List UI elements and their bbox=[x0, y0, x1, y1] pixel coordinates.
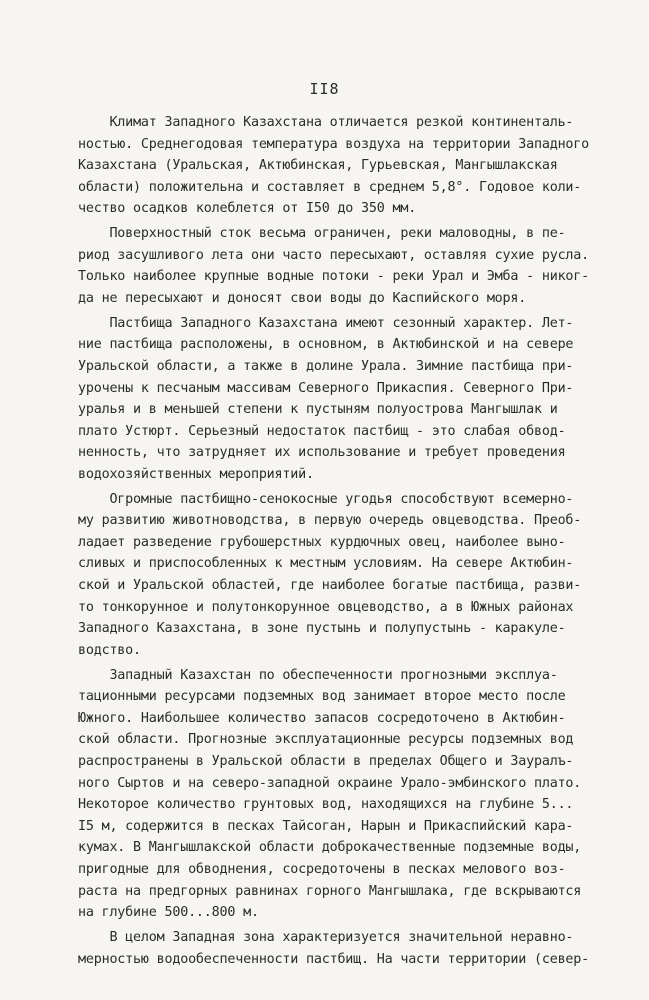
text-line: водство. bbox=[78, 642, 141, 658]
paragraph bbox=[78, 489, 623, 662]
text-line: Огромные пастбищно-сенокосные угодья способствуют всемерно- bbox=[78, 491, 574, 507]
text-line: на глубине 500...800 м. bbox=[78, 905, 259, 921]
text-line: ние пастбища расположены, в основном, в Актюбинской и на севере bbox=[78, 337, 574, 353]
text-line: водохозяйственных мероприятий. bbox=[78, 466, 314, 482]
text-line: В целом Западная зона характеризуется значительной неравно- bbox=[78, 929, 574, 945]
text-line: риод засушливого лета они часто пересыхают, оставляя сухие русла. bbox=[78, 247, 590, 263]
text-line: ладает разведение грубошерстных курдючных овец, наиболее выно- bbox=[78, 534, 566, 550]
text-line: урочены к песчаным массивам Северного Прикаспия. Северного При- bbox=[78, 380, 574, 396]
text-line: Казахстана (Уральская, Актюбинская, Гурьевская, Мангышлакская bbox=[78, 158, 558, 174]
paragraph bbox=[78, 665, 623, 924]
page-number: II8 bbox=[309, 80, 340, 98]
text-line: Западный Казахстан по обеспеченности прогнозными эксплуа- bbox=[78, 667, 558, 683]
text-line: ностью. Среднегодовая температура воздуха на территории Западного bbox=[78, 136, 590, 152]
text-line: I5 м, содержится в песках Тайсоган, Нарын и Прикаспийский кара- bbox=[78, 818, 574, 834]
text-line: уралья и в меньшей степени к пустыням полуострова Мангышлак и bbox=[78, 402, 558, 418]
text-line: кумах. В Мангышлакской области доброкачественные подземные воды, bbox=[78, 840, 582, 856]
text-line: плато Устюрт. Серьезный недостаток пастбищ - это слабая обвод- bbox=[78, 423, 566, 439]
text-line: да не пересыхают и доносят свои воды до Каспийского моря. bbox=[78, 290, 527, 306]
paragraph bbox=[78, 313, 623, 486]
text-line: области) положительна и составляет в среднем 5,8°. Годовое коли- bbox=[78, 179, 582, 195]
text-line: Климат Западного Казахстана отличается резкой континенталь- bbox=[78, 115, 574, 130]
text-line: Западного Казахстана, в зоне пустынь и полупустынь - каракуле- bbox=[78, 621, 566, 637]
text-line: сливых и приспособленных к местным условиям. На севере Актюбин- bbox=[78, 556, 574, 572]
text-line: Южного. Наибольшее количество запасов сосредоточено в Актюбин- bbox=[78, 710, 566, 726]
body-text bbox=[78, 112, 623, 970]
text-line: Пастбища Западного Казахстана имеют сезонный характер. Лет- bbox=[78, 315, 574, 331]
text-line: Уральской области, а также в долине Урала. Зимние пастбища при- bbox=[78, 358, 574, 374]
text-line: Только наиболее крупные водные потоки - реки Урал и Эмба - никог- bbox=[78, 269, 590, 285]
text-line: пригодные для обводнения, сосредоточены в песках мелового воз- bbox=[78, 861, 566, 877]
text-line: раста на предгорных равнинах горного Мангышлака, где вскрываются bbox=[78, 883, 582, 899]
text-line: Поверхностный сток весьма ограничен, реки маловодны, в пе- bbox=[78, 226, 566, 242]
text-line: ской области. Прогнозные эксплуатационные ресурсы подземных вод bbox=[78, 732, 574, 748]
text-line: распространены в Уральской области в пределах Общего и Зауралъ- bbox=[78, 753, 574, 769]
paragraph bbox=[78, 223, 623, 309]
paragraph bbox=[78, 927, 623, 970]
text-line: ской и Уральской областей, где наиболее богатые пастбища, разви- bbox=[78, 578, 582, 594]
text-line: му развитию животноводства, в первую очередь овцеводства. Преоб- bbox=[78, 513, 582, 529]
text-line: чество осадков колеблется от I50 до 350 мм. bbox=[78, 201, 417, 217]
paragraph bbox=[78, 112, 623, 220]
text-line: тационными ресурсами подземных вод занимает второе место после bbox=[78, 689, 566, 705]
text-line: Некоторое количество грунтовых вод, находящихся на глубине 5... bbox=[78, 797, 574, 813]
text-line: ненность, что затрудняет их использование и требует проведения bbox=[78, 445, 566, 461]
text-line: то тонкорунное и полутонкорунное овцеводство, а в Южных районах bbox=[78, 599, 574, 615]
text-line: ного Сыртов и на северо-западной окраине Урало-эмбинского плато. bbox=[78, 775, 582, 791]
text-line: мерностью водообеспеченности пастбищ. На части территории (север- bbox=[78, 951, 590, 967]
